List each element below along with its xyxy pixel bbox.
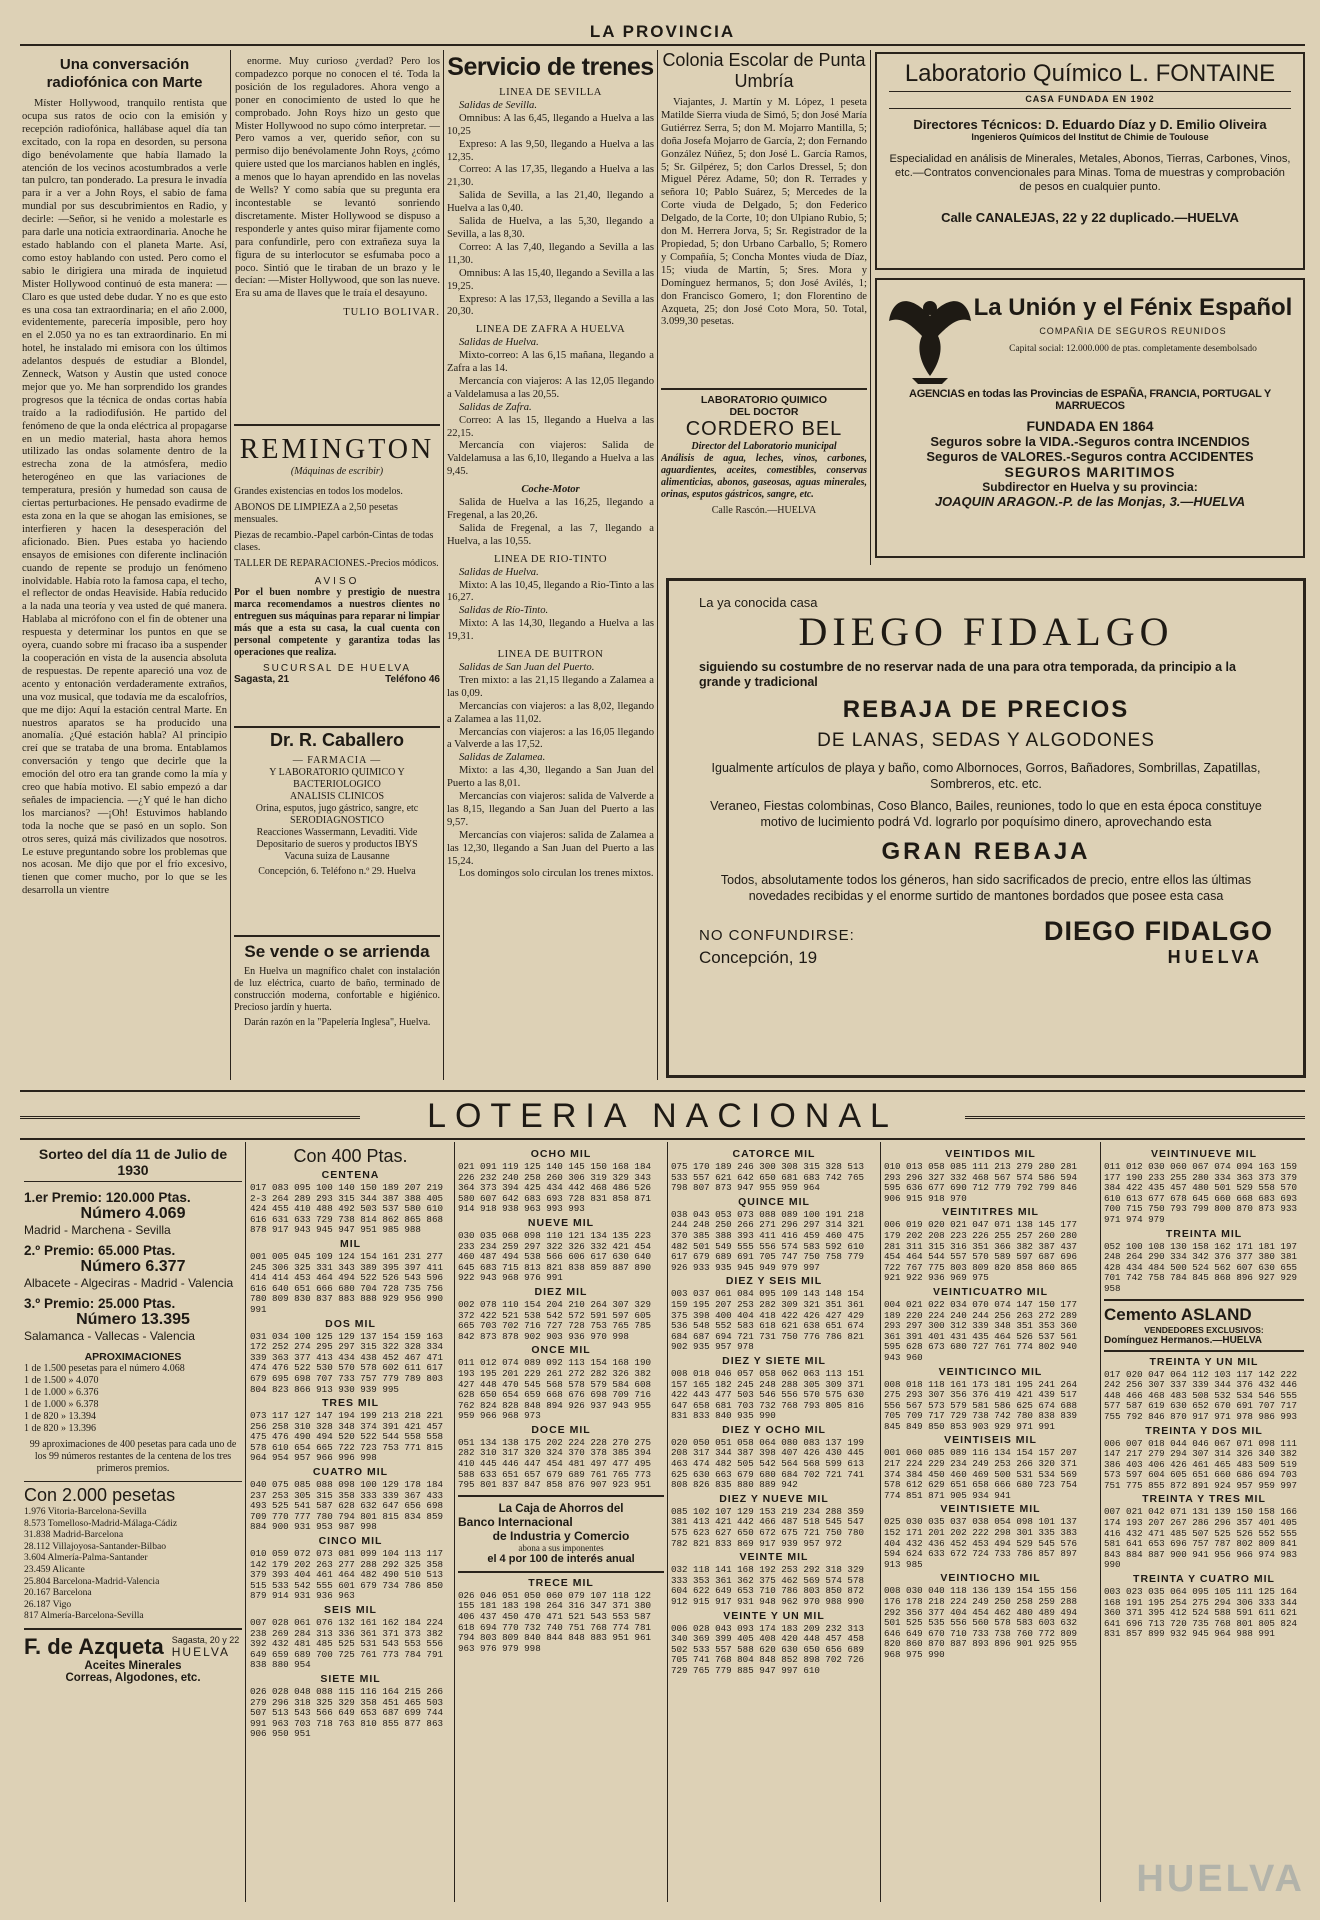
column-rule — [1100, 1142, 1101, 1902]
lottery-header — [20, 1094, 1305, 1138]
dosmil-item: 3.604 Almería-Palma-Santander — [24, 1552, 148, 1564]
lottery-group-numbers: 032 118 141 168 192 253 292 318 329 333 353 361 362 375 462 569 574 578 604 622 649 653 710 786 803 850 872 912 915 917 931 948 962 970 988 990 — [671, 1564, 864, 1607]
lottery-group-numbers: 075 170 189 246 300 308 315 328 513 533 557 621 642 650 681 683 742 765 798 807 873 947 955 959 964 — [671, 1161, 864, 1194]
lottery-group-numbers: 038 043 053 073 088 089 100 191 218 244 248 250 266 271 296 297 314 321 370 385 388 393 411 416 459 460 475 482 501 549 555 556 574 583 592 610 617 679 689 691 705 747 750 758 779 926 933 935 945 949 979 997 — [671, 1208, 864, 1273]
fidalgo-p2: Igualmente artículos de playa y baño, como Albornoces, Gorros, Bañadores, Sombrillas, Zapatillas, Sombreros, etc. etc. — [711, 761, 1261, 791]
train-entry: Los domingos solo circulan los trenes mixtos. — [459, 868, 654, 880]
remington-aviso: Por el buen nombre y prestigio de nuestra marca recomendamos a nuestros clientes no entreguen sus máquinas para reparar ni limpiar más que a esta su casa, la cual cuenta con personal competente y garantiza todas las operaciones que realiza. — [234, 587, 440, 658]
lottery-group-heading: DIEZ Y SEIS MIL — [725, 1275, 823, 1288]
radio-article-continuation: enorme. Muy curioso ¿verdad? Pero los compadezco porque no conocen el té. Toda la posición de los reguladores. Ahora vengo a poner en conocimiento de usted lo que he comprobado. John Roys hizo un gesto que Mister Hollywood no supo cómo interpretar. —Pero vamos a ver, querido señor, con su permiso dijo benévolamente John Roys, ¿cómo quiere usted que los marcianos hablen en inglés, a menos que lo hayan aprendido en las novelas de Wells? Y como sabía que su pregunta era incontestable se levantó sonriendo discretamente. Mister Hollywood se dispuso a responderle y antes quiso mirar fijamente como para confundirle, pero con extrañeza suya la figura de su interlocutor se esfumaba poco a poco. Sintió que le tiraban de un brazo y le decían: —Mister Hollywood, que son las nueve. Era su ama de llaves que le traía el desayuno. — [235, 56, 440, 300]
fontaine-ad — [875, 52, 1305, 270]
section-rule — [20, 1090, 1305, 1092]
dosmil-item: 28.112 Villajoyosa-Santander-Bilbao — [24, 1540, 167, 1552]
lottery-col-f — [1104, 1146, 1304, 1906]
fidalgo-ad — [666, 578, 1306, 1078]
radio-article-col2 — [235, 56, 440, 416]
lottery-group-heading: MIL — [339, 1237, 362, 1250]
fidalgo-name2: DIEGO FIDALGO — [1044, 916, 1273, 946]
train-entry: Expreso: A las 17,53, llegando a Sevilla a las 20,30. — [447, 293, 654, 318]
lottery-group-heading: DIEZ MIL — [534, 1285, 588, 1298]
remington-title: REMINGTON — [239, 434, 435, 465]
radio-article-title: Una conversación radiofónica con Marte — [46, 56, 203, 91]
lottery-group-heading: VEINTISIETE MIL — [940, 1503, 1041, 1516]
aprox-item: 1 de 820 » 13.396 — [24, 1423, 96, 1434]
lottery-group-heading: DIEZ Y NUEVE MIL — [719, 1492, 829, 1505]
caballero-l4: Orina, esputos, jugo gástrico, sangre, etc — [255, 803, 419, 814]
aprox-item: 1 de 1.000 » 6.378 — [24, 1399, 99, 1410]
lottery-group-numbers: 006 028 043 093 174 183 209 232 313 340 369 399 405 408 420 448 457 458 502 533 557 588 620 630 650 656 689 705 741 768 804 848 852 898 702 726 729 765 779 885 947 997 610 — [671, 1622, 864, 1676]
train-entry: Mixto-correo: A las 6,15 mañana, llegando a Zafra a las 14. — [447, 350, 654, 375]
fenix-l1: Seguros sobre la VIDA.-Seguros contra INCENDIOS — [930, 434, 1250, 449]
caja-l5: el 4 por 100 de interés anual — [487, 1552, 635, 1565]
lottery-group-numbers: 017 020 047 064 112 103 117 142 222 242 256 307 337 339 344 376 432 446 448 466 468 483 508 532 534 546 555 577 587 619 630 652 670 691 707 717 755 792 846 870 917 971 978 986 993 — [1104, 1368, 1297, 1422]
train-subsection: Salidas de Zalamea. — [459, 752, 546, 764]
lottery-group-heading: VEINTE MIL — [739, 1551, 809, 1564]
fenix-ad — [875, 278, 1305, 558]
chalet-ad — [234, 942, 440, 1082]
lottery-group-heading: VEINTIOCHO MIL — [940, 1572, 1041, 1585]
caja-l2: Banco Internacional — [458, 1514, 573, 1529]
lottery-group-numbers: 003 037 061 084 095 109 143 148 154 159 195 207 253 282 309 321 351 361 375 398 400 404 418 422 426 427 429 536 548 552 583 618 621 638 651 674 684 687 694 721 731 750 776 786 821 902 935 957 978 — [671, 1288, 864, 1353]
azqueta-l1: Aceites Minerales — [84, 1659, 182, 1672]
fenix-l3: SEGUROS MARITIMOS — [1004, 464, 1176, 480]
train-entry: Mercancías con viajeros: a las 16,05 llegando a Valverde a las 17,52. — [447, 726, 654, 751]
remington-sucursal: SUCURSAL DE HUELVA — [262, 663, 412, 674]
fenix-agencias: AGENCIAS en todas las Provincias de ESPAÑA, FRANCIA, PORTUGAL Y MARRUECOS — [909, 388, 1271, 412]
train-subsection: Salidas de Zafra. — [459, 401, 532, 413]
fenix-sub: COMPAÑIA DE SEGUROS REUNIDOS — [1039, 326, 1227, 336]
lottery-group-heading: DIEZ Y SIETE MIL — [722, 1354, 826, 1367]
aprox-list — [24, 1363, 242, 1435]
train-section-heading: LINEA DE BUITRON — [497, 649, 604, 661]
prize1-number: Número 4.069 — [80, 1205, 186, 1222]
phoenix-eagle-icon — [887, 286, 973, 386]
caja-l4: abona a sus imponentes — [518, 1542, 604, 1553]
lottery-group-numbers: 003 023 035 064 095 105 111 125 164 168 191 195 254 275 294 306 333 344 360 371 395 412 524 588 591 611 621 641 696 713 720 735 768 801 805 824 831 857 899 932 945 964 988 991 — [1104, 1586, 1297, 1640]
aprox-item: 1 de 820 » 13.394 — [24, 1411, 96, 1422]
azqueta-addr: Sagasta, 20 y 22 — [171, 1634, 240, 1645]
fidalgo-name: DIEGO FIDALGO — [798, 609, 1174, 654]
chalet-title: Se vende o se arrienda — [244, 942, 430, 961]
lottery-group-numbers: 021 091 119 125 140 145 150 168 184 226 232 240 258 260 306 319 329 343 364 373 394 425 434 442 468 486 526 580 607 642 683 693 728 831 858 871 914 918 938 963 993 993 — [458, 1161, 651, 1215]
chalet-contact: Darán razón en la "Papelería Inglesa", Huelva. — [244, 1017, 431, 1028]
train-section-heading: LINEA DE ZAFRA A HUELVA — [475, 324, 626, 336]
fontaine-address: Calle CANALEJAS, 22 y 22 duplicado.—HUELVA — [941, 210, 1239, 225]
caballero-l8: Vacuna suiza de Lausanne — [284, 851, 390, 862]
fidalgo-address: Concepción, 19 — [699, 948, 818, 967]
asland-title: Cemento ASLAND — [1104, 1304, 1252, 1324]
train-subsection: Salidas de Río-Tinto. — [459, 605, 549, 617]
lottery-group-numbers: 002 078 110 154 204 210 264 307 329 372 422 521 538 542 572 591 597 605 665 703 702 716 727 728 753 765 785 842 873 878 902 903 936 970 998 — [458, 1298, 651, 1342]
column-rule — [657, 50, 658, 1080]
bel-sub: Director del Laboratorio municipal — [691, 441, 837, 452]
lottery-group-heading: ONCE MIL — [531, 1344, 591, 1357]
lottery-group-heading: QUINCE MIL — [738, 1195, 810, 1208]
lottery-group-numbers: 026 028 048 088 115 116 164 215 266 279 296 318 325 329 358 451 465 503 507 513 543 566 649 653 687 699 744 991 963 703 718 763 810 855 877 863 906 950 951 — [250, 1685, 443, 1740]
caballero-l2: Y LABORATORIO QUIMICO Y BACTERIOLOGICO — [269, 767, 405, 790]
lottery-group-heading: CINCO MIL — [318, 1535, 383, 1548]
aprox-title: APROXIMACIONES — [84, 1351, 182, 1363]
lottery-group-numbers: 011 012 074 089 092 113 154 168 190 193 195 201 229 261 272 282 326 382 427 448 470 545 568 578 579 584 608 628 650 654 659 668 676 698 709 716 762 824 828 848 894 926 937 943 955 959 966 968 973 — [458, 1357, 651, 1422]
lottery-group-numbers: 010 013 058 085 111 213 279 280 281 293 296 327 332 468 567 574 586 594 595 636 677 690 712 779 792 799 846 906 915 918 970 — [884, 1161, 1077, 1204]
lottery-group-numbers: 007 021 042 071 131 139 150 158 166 174 193 207 267 286 296 357 401 405 416 432 471 485 507 525 526 552 555 581 641 653 696 757 787 802 809 841 843 884 887 900 941 956 966 974 983 990 — [1104, 1506, 1297, 1571]
lottery-prizes — [24, 1146, 242, 1906]
caja-l1: La Caja de Ahorros del — [498, 1502, 624, 1515]
remington-line3: Piezas de recambio.-Papel carbón-Cintas de todas clases. — [234, 530, 434, 553]
aprox-note: 99 aproximaciones de 400 pesetas para cada uno de los 99 números restantes de la centena de los tres primeros premios. — [29, 1439, 237, 1474]
column-rule — [245, 1142, 246, 1902]
caballero-l6: Reacciones Wassermann, Levaditi. Vide — [256, 827, 418, 838]
prize1-cities: Madrid - Marchena - Sevilla — [24, 1223, 171, 1237]
masthead-title: LA PROVINCIA — [589, 22, 736, 41]
train-entry: Mercancías con viajeros: salida de Valverde a las 8,15, llegando a San Juan del Puerto a las 9,57. — [447, 791, 654, 828]
train-entry: Omnibus: A las 15,40, llegando a Sevilla a las 19,25. — [447, 267, 654, 292]
train-entry: Expreso: A las 9,50, llegando a Huelva a las 12,35. — [447, 138, 654, 163]
lottery-col-d — [671, 1146, 877, 1906]
fidalgo-noconf: NO CONFUNDIRSE: — [699, 927, 855, 944]
lottery-group-heading: VEINTISEIS MIL — [944, 1434, 1037, 1447]
train-entry: Salida de Sevilla, a las 21,40, llegando a Huelva a las 0,40. — [447, 190, 654, 215]
column-rule — [667, 1142, 668, 1902]
lottery-group-numbers: 008 018 118 161 173 181 195 241 264 275 293 307 356 376 419 421 439 517 556 567 573 579 581 586 625 674 688 705 709 717 729 738 742 780 838 839 845 849 850 853 903 929 971 991 — [884, 1378, 1077, 1432]
train-entry: Salida de Huelva, a las 5,30, llegando a Sevilla, a las 8,30. — [447, 216, 654, 240]
masthead — [20, 22, 1305, 46]
lottery-group-numbers: 026 046 051 050 060 079 107 118 122 155 181 183 198 264 316 347 371 380 406 437 450 470 471 521 543 553 587 618 694 770 732 740 751 768 774 781 794 803 809 840 844 848 883 951 961 963 976 979 998 — [458, 1589, 651, 1654]
train-subsection: Salidas de San Juan del Puerto. — [459, 661, 595, 673]
remington-ad — [234, 424, 440, 728]
dosmil-item: 20.167 Barcelona — [24, 1587, 92, 1599]
lottery-group-numbers: 006 007 018 044 046 067 071 098 111 147 217 279 294 307 314 326 340 382 386 403 406 426 461 465 483 509 519 573 597 604 605 651 660 686 694 703 751 775 855 872 891 924 957 959 997 — [1104, 1437, 1297, 1491]
dosmil-item: 26.187 Vigo — [24, 1598, 72, 1610]
radio-article-text: Míster Hollywood, tranquilo rentista que ocupa sus ratos de ocio con la emisión y recepción radiofónica, hallábase aquel día tan excitado, con la ropa en desorden, su persona digo benévolamente que había llamado la atención de los vecinos acostumbrados a verle tan pulcro, tan ponderado. La presura le invadía para ir a ver a John Roys, el sabio de fama mundial por sus descubrimientos en Radio, y decirle: —Señor, si he venido a molestarle es para darle una noticia extraordinaria. Anoche he estado hablando con el planeta Marte. Así, como estoy hablando con usted. Pero como el sabio le dirigiera una mirada de inquietud Mister Hollywood continuó de esta manera: —Claro es que usted debe dudar. Y no es que esto es una cosa tan extraordinaria; en el año 2.000, evidentemente, parecería imposible, pero hoy en el 2.050 ya no es tan extraordinario. En mi hotel, he instalado mi emisora con los últimos adelantos después de estudiar a Blondel, Zenneck, Watson y Austin que usted conoce mejor que yo. Me han sorprendido los grandes progresos que la técnica de ondas cortas había traído a la radiodifusión. He partido del fenómeno de que la onda eléctrica al propagarse en un medio material, hasta ahora hemos utilizado las ondas solamente dentro de la estrecha zona de la atmósfera, medio heterogéneo en que las variaciones de temperatura, presión y humedad son causa de ciertas perturbaciones. He pensado evadirme de esta zona en la que se ahogan las emisiones, se interfieren y hacen la desesperación del aficionado. Bien. Pues estaba yo haciendo ensayos de emisiones con diferente inclinación cuando de repente se produjo un fenómeno inolvidable. Había roto la famosa capa, el techo, el reflector de ondas Heaviside. Había reducido a la nada una teoría y vea usted de qué manera. Hablaba al micrófono con el fin de obtener una respuesta y determinar los puntos en que se oyera, cuando sobre mi fracaso iba a suspender la cooperación en vista de la ausencia absoluta de respuestas. De repente apareció una voz de acento y entonación verdaderamente extraños, una voz musical, que todavía me da escalofríos, que me dijo: Aquí la estación central Marte. En nuestros aparatos se ha producido una anomalía. ¿Qué estación habla? Al principio creí que se trataba de una broma. Entablamos conversación y tengo que decirle que la emoción del otro era tan grande como la mía y creo que había motivo. El sabio empezó a dar señales de impaciencia. —¿Y qué le han dicho los marcianos? —¡Oh! Estuvimos hablando toda la noche que se pasó en un soplo. Son otros seres, quizá más civilizados que nosotros. Le estuve preguntando sobre los problemas que nos acosan. Me dijo que por el frío excesivo, tienen que comer mucho, por lo que se les desarrolla un vientre — [22, 98, 227, 897]
fenix-capital: Capital social: 12.000.000 de ptas. completamente desembolsado — [1009, 344, 1257, 354]
lottery-group-heading: CUATRO MIL — [312, 1466, 389, 1479]
lottery-group-heading: TREINTA Y CUATRO MIL — [1133, 1573, 1275, 1586]
dosmil-item: 817 Almería-Barcelona-Sevilla — [24, 1610, 144, 1622]
lottery-group-heading: VEINTE Y UN MIL — [723, 1609, 825, 1622]
lottery-group-numbers: 008 030 040 118 136 139 154 155 156 176 178 218 224 249 250 258 259 288 292 356 377 404 454 462 480 489 494 501 525 535 556 560 578 583 603 632 646 649 670 710 733 738 760 772 809 820 860 870 887 893 896 901 925 955 968 975 990 — [884, 1585, 1077, 1660]
caballero-l5: SERODIAGNOSTICO — [290, 815, 384, 826]
dosmil-item: 8.573 Tomelloso-Madrid-Málaga-Cádiz — [24, 1517, 178, 1529]
remington-line2: ABONOS DE LIMPIEZA a 2,50 pesetas mensuales. — [234, 502, 398, 525]
fenix-founded: FUNDADA EN 1864 — [1026, 418, 1154, 434]
column-rule — [443, 50, 444, 1080]
dosmil-item: 25.804 Barcelona-Madrid-Valencia — [24, 1575, 160, 1587]
remington-line1: Grandes existencias en todos los modelos. — [234, 486, 403, 497]
dosmil-title: Con 2.000 pesetas — [24, 1481, 242, 1506]
fidalgo-lanas: DE LANAS, SEDAS Y ALGODONES — [817, 730, 1155, 751]
dosmil-list — [24, 1506, 242, 1622]
lottery-group-numbers: 007 028 061 076 132 161 162 184 224 238 269 284 313 336 361 371 373 382 392 432 481 485 525 531 543 553 556 649 659 689 700 725 761 773 784 791 838 880 954 — [250, 1617, 443, 1671]
lottery-sorteo: Sorteo del día 11 de Julio de 1930 — [24, 1146, 242, 1182]
prize2: 2.º Premio: 65.000 Ptas. — [24, 1243, 176, 1258]
lottery-col-e — [884, 1146, 1097, 1906]
azqueta-l2: Correas, Algodones, etc. — [65, 1671, 201, 1684]
trains-title: Servicio de trenes — [447, 53, 654, 81]
azqueta-ad — [24, 1628, 242, 1660]
lottery-group-heading: TRECE MIL — [528, 1576, 594, 1589]
train-entry: Mixto: a las 4,30, llegando a San Juan del Puerto a las 8,01. — [447, 765, 654, 790]
caballero-ad — [234, 730, 440, 937]
lottery-group-numbers: 040 075 085 088 098 100 129 178 184 237 253 305 315 358 333 339 367 433 493 525 541 587 628 632 647 656 698 709 770 777 780 794 801 815 834 859 884 900 931 953 987 998 — [250, 1479, 443, 1533]
prize3-cities: Salamanca - Vallecas - Valencia — [24, 1329, 195, 1343]
train-entry: Mercancía con viajeros: Salida de Valdelamusa a las 6,10, llegando a Huelva a las 9,45. — [447, 440, 654, 478]
dosmil-item: 31.838 Madrid-Barcelona — [24, 1529, 124, 1541]
lottery-group-heading: VEINTINUEVE MIL — [1150, 1148, 1257, 1160]
train-entry: Omnibus: A las 6,45, llegando a Huelva a las 10,25 — [447, 112, 654, 137]
asland-names: Domínguez Hermanos.—HUELVA — [1104, 1334, 1262, 1346]
lottery-group-numbers: 030 035 068 098 110 121 134 135 223 233 234 259 297 322 326 332 421 454 460 487 494 538 566 606 617 630 640 645 683 715 813 821 838 859 887 890 922 943 968 976 991 — [458, 1229, 651, 1284]
fidalgo-p1: siguiendo su costumbre de no reservar nada de una para otra temporada, da principio a la grande y tradicional — [699, 660, 1236, 689]
fidalgo-rebaja: REBAJA DE PRECIOS — [842, 696, 1130, 723]
lottery-col-b — [250, 1146, 451, 1906]
fontaine-directors-sub: Ingenieros Químicos del Institut de Chimie de Toulouse — [971, 132, 1209, 142]
train-section-heading: LINEA DE SEVILLA — [499, 87, 602, 98]
cordero-bel-ad — [661, 388, 867, 568]
lottery-group-heading: DIEZ Y OCHO MIL — [722, 1423, 826, 1436]
archive-watermark: HUELVA — [1136, 1858, 1305, 1900]
lottery-group-heading: TREINTA Y UN MIL — [1149, 1355, 1259, 1368]
train-entry: Salida de Fregenal, a las 7, llegando a Huelva, a las 10,55. — [447, 522, 654, 547]
lottery-group-numbers: 052 100 108 130 158 162 171 181 197 248 264 290 334 342 376 377 380 381 428 434 484 500 524 562 607 630 655 701 742 758 784 845 868 896 927 929 958 — [1104, 1240, 1297, 1294]
caballero-l7: Depositario de sueros y productos IBYS — [256, 839, 418, 850]
lottery-group-heading: TRES MIL — [322, 1397, 379, 1410]
remington-subtitle: (Máquinas de escribir) — [290, 466, 384, 477]
caballero-title: Dr. R. Caballero — [269, 730, 405, 750]
bel-l2: DEL DOCTOR — [729, 406, 799, 418]
fenix-l2: Seguros de VALORES.-Seguros contra ACCIDENTES — [926, 449, 1254, 464]
prize3-number: Número 13.395 — [76, 1311, 190, 1328]
train-entry: Correo: A las 17,35, llegando a Huelva a las 21,30. — [447, 164, 654, 189]
remington-phone: Teléfono 46 — [385, 674, 440, 685]
lottery-group-heading: NUEVE MIL — [527, 1216, 595, 1229]
colonia-article — [661, 50, 867, 385]
train-entry: Salida de Huelva a las 16,25, llegando a Fregenal, a las 20,26. — [447, 497, 654, 521]
azqueta-name: F. de Azqueta — [24, 1633, 164, 1659]
train-entry: Correo: A las 7,40, llegando a Sevilla a las 11,30. — [447, 241, 654, 266]
train-entry: Mixto: A las 14,30, llegando a Huelva a las 19,31. — [447, 618, 654, 643]
train-entry: Tren mixto: a las 21,15 llegando a Zalamea a las 0,09. — [447, 674, 654, 699]
colonia-title: Colonia Escolar de Punta Umbría — [662, 50, 866, 91]
fontaine-title: Laboratorio Químico L. FONTAINE — [889, 60, 1291, 92]
colonia-text: Viajantes, J. Martín y M. López, 1 peseta Matilde Sierra viuda de Simó, 5; don José María Gutiérrez Serra, 5; don M. Mojarro Mantilla, 5; doña Josefa Mojarro de García, 2; don Fernando González Núñez, 5; don José L. García Ramos, 5; Sr. Gilpérez, 5; don Carlos Dressel, 5; don Miguel Pérez Adame, 50; don R. Terrades y señora 10; Pablo Suárez, 5; Mercedes de la Corte viuda de Delgado, 5; don Federico Delgado, de la Corte, 10; don Ulpiano Rubio, 5; don M. Herrera Jorva, 5; Sr. Registrador de la Propiedad, 5; don Urbano Carballo, 5; Romero y Compañía, 5; Concha Montes viuda de Díaz, 15; viuda de Martín, 5; Sres. Mora y Domínguez hermanos, 5; don José Avilés, 1; don Francisco Gomero, 1; don Florentino de Azqueta, 25; don José Coto Mora, 50. Total, 3.099,30 pesetas. — [661, 97, 867, 328]
train-entry: Mercancías con viajeros: a las 8,02, llegando a Zalamea a las 11,02. — [447, 700, 654, 725]
fontaine-founded: CASA FUNDADA EN 1902 — [889, 94, 1291, 109]
trains-schedule — [447, 52, 654, 1082]
radio-article-col1 — [22, 56, 227, 1081]
dosmil-item: 23.459 Alicante — [24, 1563, 85, 1575]
caballero-l3: ANALISIS CLINICOS — [289, 791, 385, 802]
lottery-group-heading: VEINTICUATRO MIL — [933, 1285, 1048, 1298]
train-entry: Mixto: A las 10,45, llegando a Rio-Tinto a las 16,27. — [447, 579, 654, 604]
lottery-group-heading: DOCE MIL — [531, 1423, 591, 1436]
lottery-group-numbers: 017 083 095 100 140 150 189 207 219 2-3 264 289 293 315 344 387 388 405 424 455 410 488 492 503 537 580 610 616 631 633 729 738 814 862 865 868 878 917 943 945 947 951 985 988 — [250, 1182, 443, 1236]
fidalgo-intro: La ya conocida casa — [699, 595, 818, 610]
bel-name: CORDERO BEL — [685, 418, 843, 440]
fenix-title: La Unión y el Fénix Español — [973, 294, 1293, 321]
bel-text: Análisis de agua, leches, vinos, carbones, aguardientes, aceites, comestibles, conservas alimenticias, abonos, gaseosas, aguas minerales, orinas, esputos gástricos, sangre, etc. — [661, 453, 867, 500]
asland-sub: VENDEDORES EXCLUSIVOS: — [1144, 1324, 1264, 1335]
remington-address: Sagasta, 21 — [234, 674, 290, 685]
lottery-group-heading: CENTENA — [321, 1169, 380, 1181]
prize3: 3.º Premio: 25.000 Ptas. — [24, 1296, 176, 1311]
fenix-l5: JOAQUIN ARAGON.-P. de las Monjas, 3.—HUELVA — [934, 494, 1246, 509]
lottery-group-heading: VEINTICINCO MIL — [938, 1365, 1043, 1378]
section-rule — [20, 1138, 1305, 1140]
train-section-heading: LINEA DE RIO-TINTO — [494, 553, 607, 565]
con400-title: Con 400 Ptas. — [293, 1146, 408, 1166]
lottery-col-c — [458, 1146, 664, 1906]
aprox-item: 1 de 1.500 pesetas para el número 4.068 — [24, 1363, 185, 1374]
aprox-item: 1 de 1.000 » 6.376 — [24, 1387, 99, 1398]
fontaine-directors: Directores Técnicos: D. Eduardo Díaz y D. Emilio Oliveira — [913, 117, 1267, 132]
train-subsection: Salidas de Huelva. — [459, 566, 539, 578]
train-subsection: Salidas de Sevilla. — [459, 99, 537, 111]
lottery-title: LOTERIA NACIONAL — [427, 1097, 898, 1135]
lottery-group-numbers: 031 034 100 125 129 137 154 159 163 172 252 274 295 297 315 322 328 334 339 363 377 413 434 438 452 467 471 474 476 522 530 570 578 602 611 617 679 695 698 707 733 757 779 789 803 804 823 866 913 930 939 995 — [250, 1330, 443, 1395]
lottery-group-numbers: 011 012 030 060 067 074 094 163 159 177 190 233 255 280 334 363 373 379 384 422 435 457 480 501 529 558 570 610 613 677 678 645 660 668 683 693 700 715 750 793 799 800 870 873 933 971 974 979 — [1104, 1161, 1297, 1225]
remington-line4: TALLER DE REPARACIONES.-Precios módicos. — [234, 558, 439, 569]
train-section-heading: Coche-Motor — [521, 484, 580, 496]
caballero-l1: — FARMACIA — — [292, 755, 382, 766]
radio-article-author: TULIO BOLIVAR. — [343, 307, 440, 319]
lottery-group-numbers: 051 134 138 175 202 224 228 270 275 282 310 317 320 324 370 378 385 394 410 445 446 447 454 481 497 477 495 588 633 651 657 679 689 761 765 773 795 801 837 847 858 876 907 923 951 — [458, 1436, 651, 1491]
lottery-group-heading: TREINTA Y TRES MIL — [1142, 1493, 1266, 1506]
column-rule — [454, 1142, 455, 1902]
prize2-cities: Albacete - Algeciras - Madrid - Valencia — [24, 1276, 234, 1290]
train-entry: Mercancía con viajeros: A las 12,05 llegando a Valdelamusa a las 20,55. — [447, 375, 654, 400]
lottery-group-numbers: 085 102 107 129 153 219 234 288 359 381 413 421 442 466 487 518 545 547 575 623 627 650 672 675 721 750 780 782 821 833 869 917 939 957 972 — [671, 1505, 864, 1549]
fontaine-spec: Especialidad en análisis de Minerales, Metales, Abonos, Tierras, Carbones, Vinos, etc.—Contratos convencionales para Minas. Toma de muestras y comprobación de pesos en cualquier punto. — [889, 153, 1291, 193]
lottery-group-heading: CATORCE MIL — [732, 1148, 816, 1160]
train-entry: Correo: A las 15, llegando a Huelva a las 22,15. — [447, 414, 654, 439]
bel-l1: LABORATORIO QUIMICO — [700, 394, 828, 406]
bel-address: Calle Rascón.—HUELVA — [711, 505, 817, 516]
caja-l3: de Industria y Comercio — [492, 1528, 630, 1543]
fenix-l4: Subdirector en Huelva y su provincia: — [982, 480, 1198, 494]
lottery-group-numbers: 008 018 046 057 058 062 063 113 151 157 165 182 245 248 288 305 309 371 422 443 477 503 546 556 570 575 630 647 658 681 703 732 768 793 805 816 831 833 840 935 990 — [671, 1367, 864, 1422]
caja-ahorros-ad — [458, 1495, 664, 1573]
lottery-group-numbers: 010 059 072 073 081 099 104 113 117 142 179 202 263 277 288 292 325 358 379 393 404 461 464 482 490 510 513 515 533 542 555 601 679 734 786 850 879 914 931 936 963 — [250, 1548, 443, 1602]
aprox-item: 1 de 1.500 » 4.070 — [24, 1375, 99, 1386]
lottery-group-numbers: 073 117 127 147 194 199 213 218 221 256 258 310 328 348 374 391 421 457 475 476 490 494 520 522 544 558 558 578 610 654 665 722 723 753 771 815 964 954 957 966 996 998 — [250, 1410, 443, 1464]
azqueta-city: HUELVA — [171, 1644, 231, 1659]
prize1: 1.er Premio: 120.000 Ptas. — [24, 1190, 191, 1205]
lottery-group-heading: VEINTITRES MIL — [942, 1206, 1039, 1219]
fidalgo-p3: Veraneo, Fiestas colombinas, Coso Blanco, Bailes, reuniones, todo lo que en esta época constituye motivo de lucimiento podrá Vd. lograrlo por poquísimo dinero, aprovechando esta — [710, 799, 1262, 829]
lottery-group-heading: TREINTA MIL — [1165, 1227, 1243, 1240]
dosmil-item: 1.976 Vitoria-Barcelona-Sevilla — [24, 1506, 147, 1517]
lottery-group-heading: DOS MIL — [325, 1317, 376, 1330]
lottery-group-heading: SIETE MIL — [320, 1672, 381, 1685]
lottery-group-numbers: 025 030 035 037 038 054 098 101 137 152 171 201 202 222 298 301 335 383 404 432 436 452 453 494 529 545 576 594 624 633 672 724 733 786 857 897 913 985 — [884, 1516, 1077, 1570]
remington-aviso-title: AVISO — [314, 576, 360, 587]
lottery-group-heading: TREINTA Y DOS MIL — [1145, 1424, 1263, 1437]
chalet-text: En Huelva un magnífico chalet con instalación de luz eléctrica, cuarto de baño, terminado de construcción moderna, confortable e higiénico. Precioso jardín y huerta. — [234, 966, 440, 1013]
lottery-group-heading: SEIS MIL — [324, 1604, 377, 1616]
lottery-group-heading: OCHO MIL — [530, 1148, 592, 1160]
lottery-group-numbers: 020 050 051 058 064 080 083 137 199 208 317 344 387 398 407 426 430 445 463 474 482 505 542 564 568 599 613 625 630 663 679 680 684 702 721 741 808 826 835 880 889 942 — [671, 1436, 864, 1491]
column-rule — [230, 50, 231, 1080]
train-subsection: Salidas de Huelva. — [459, 337, 539, 349]
fidalgo-gran: GRAN REBAJA — [881, 838, 1091, 865]
lottery-group-numbers: 004 021 022 034 070 074 147 150 177 189 220 224 240 244 256 263 272 289 293 297 300 312 339 348 351 353 360 361 391 401 431 435 464 526 537 561 595 628 673 680 727 761 774 802 940 943 960 — [884, 1298, 1077, 1363]
lottery-group-numbers: 006 019 020 021 047 071 138 145 177 179 202 208 223 226 255 257 260 280 281 311 315 316 351 366 382 387 437 454 464 544 557 570 589 597 687 696 722 767 775 803 809 820 858 860 865 921 922 936 969 975 — [884, 1219, 1077, 1284]
fidalgo-city: HUELVA — [1167, 947, 1263, 967]
lottery-group-numbers: 001 005 045 109 124 154 161 231 277 245 306 325 331 343 389 395 397 411 414 414 453 464 494 522 526 543 596 616 640 651 666 680 704 728 735 756 780 809 830 837 883 888 929 956 990 991 — [250, 1250, 443, 1315]
lottery-group-numbers: 001 060 085 089 116 134 154 157 207 217 224 229 234 249 253 266 320 371 374 384 450 460 469 500 531 534 569 578 612 629 651 658 666 680 723 754 774 851 871 905 934 941 — [884, 1447, 1077, 1501]
train-entry: Mercancías con viajeros: salida de Zalamea a las 12,30, llegando a San Juan del Puerto a las 15,24. — [447, 829, 654, 867]
asland-ad — [1104, 1299, 1304, 1352]
column-rule — [880, 1142, 881, 1902]
lottery-group-heading: VEINTIDOS MIL — [945, 1148, 1036, 1160]
column-rule — [870, 50, 871, 565]
prize2-number: Número 6.377 — [80, 1258, 186, 1275]
fidalgo-p4: Todos, absolutamente todos los géneros, han sido sacrificados de precio, entre ellos las últimas novedades recibidas y el enorme surtido de mantones bordados que posee esta casa — [720, 873, 1252, 903]
caballero-l9: Concepción, 6. Teléfono n.º 29. Huelva — [258, 866, 416, 877]
